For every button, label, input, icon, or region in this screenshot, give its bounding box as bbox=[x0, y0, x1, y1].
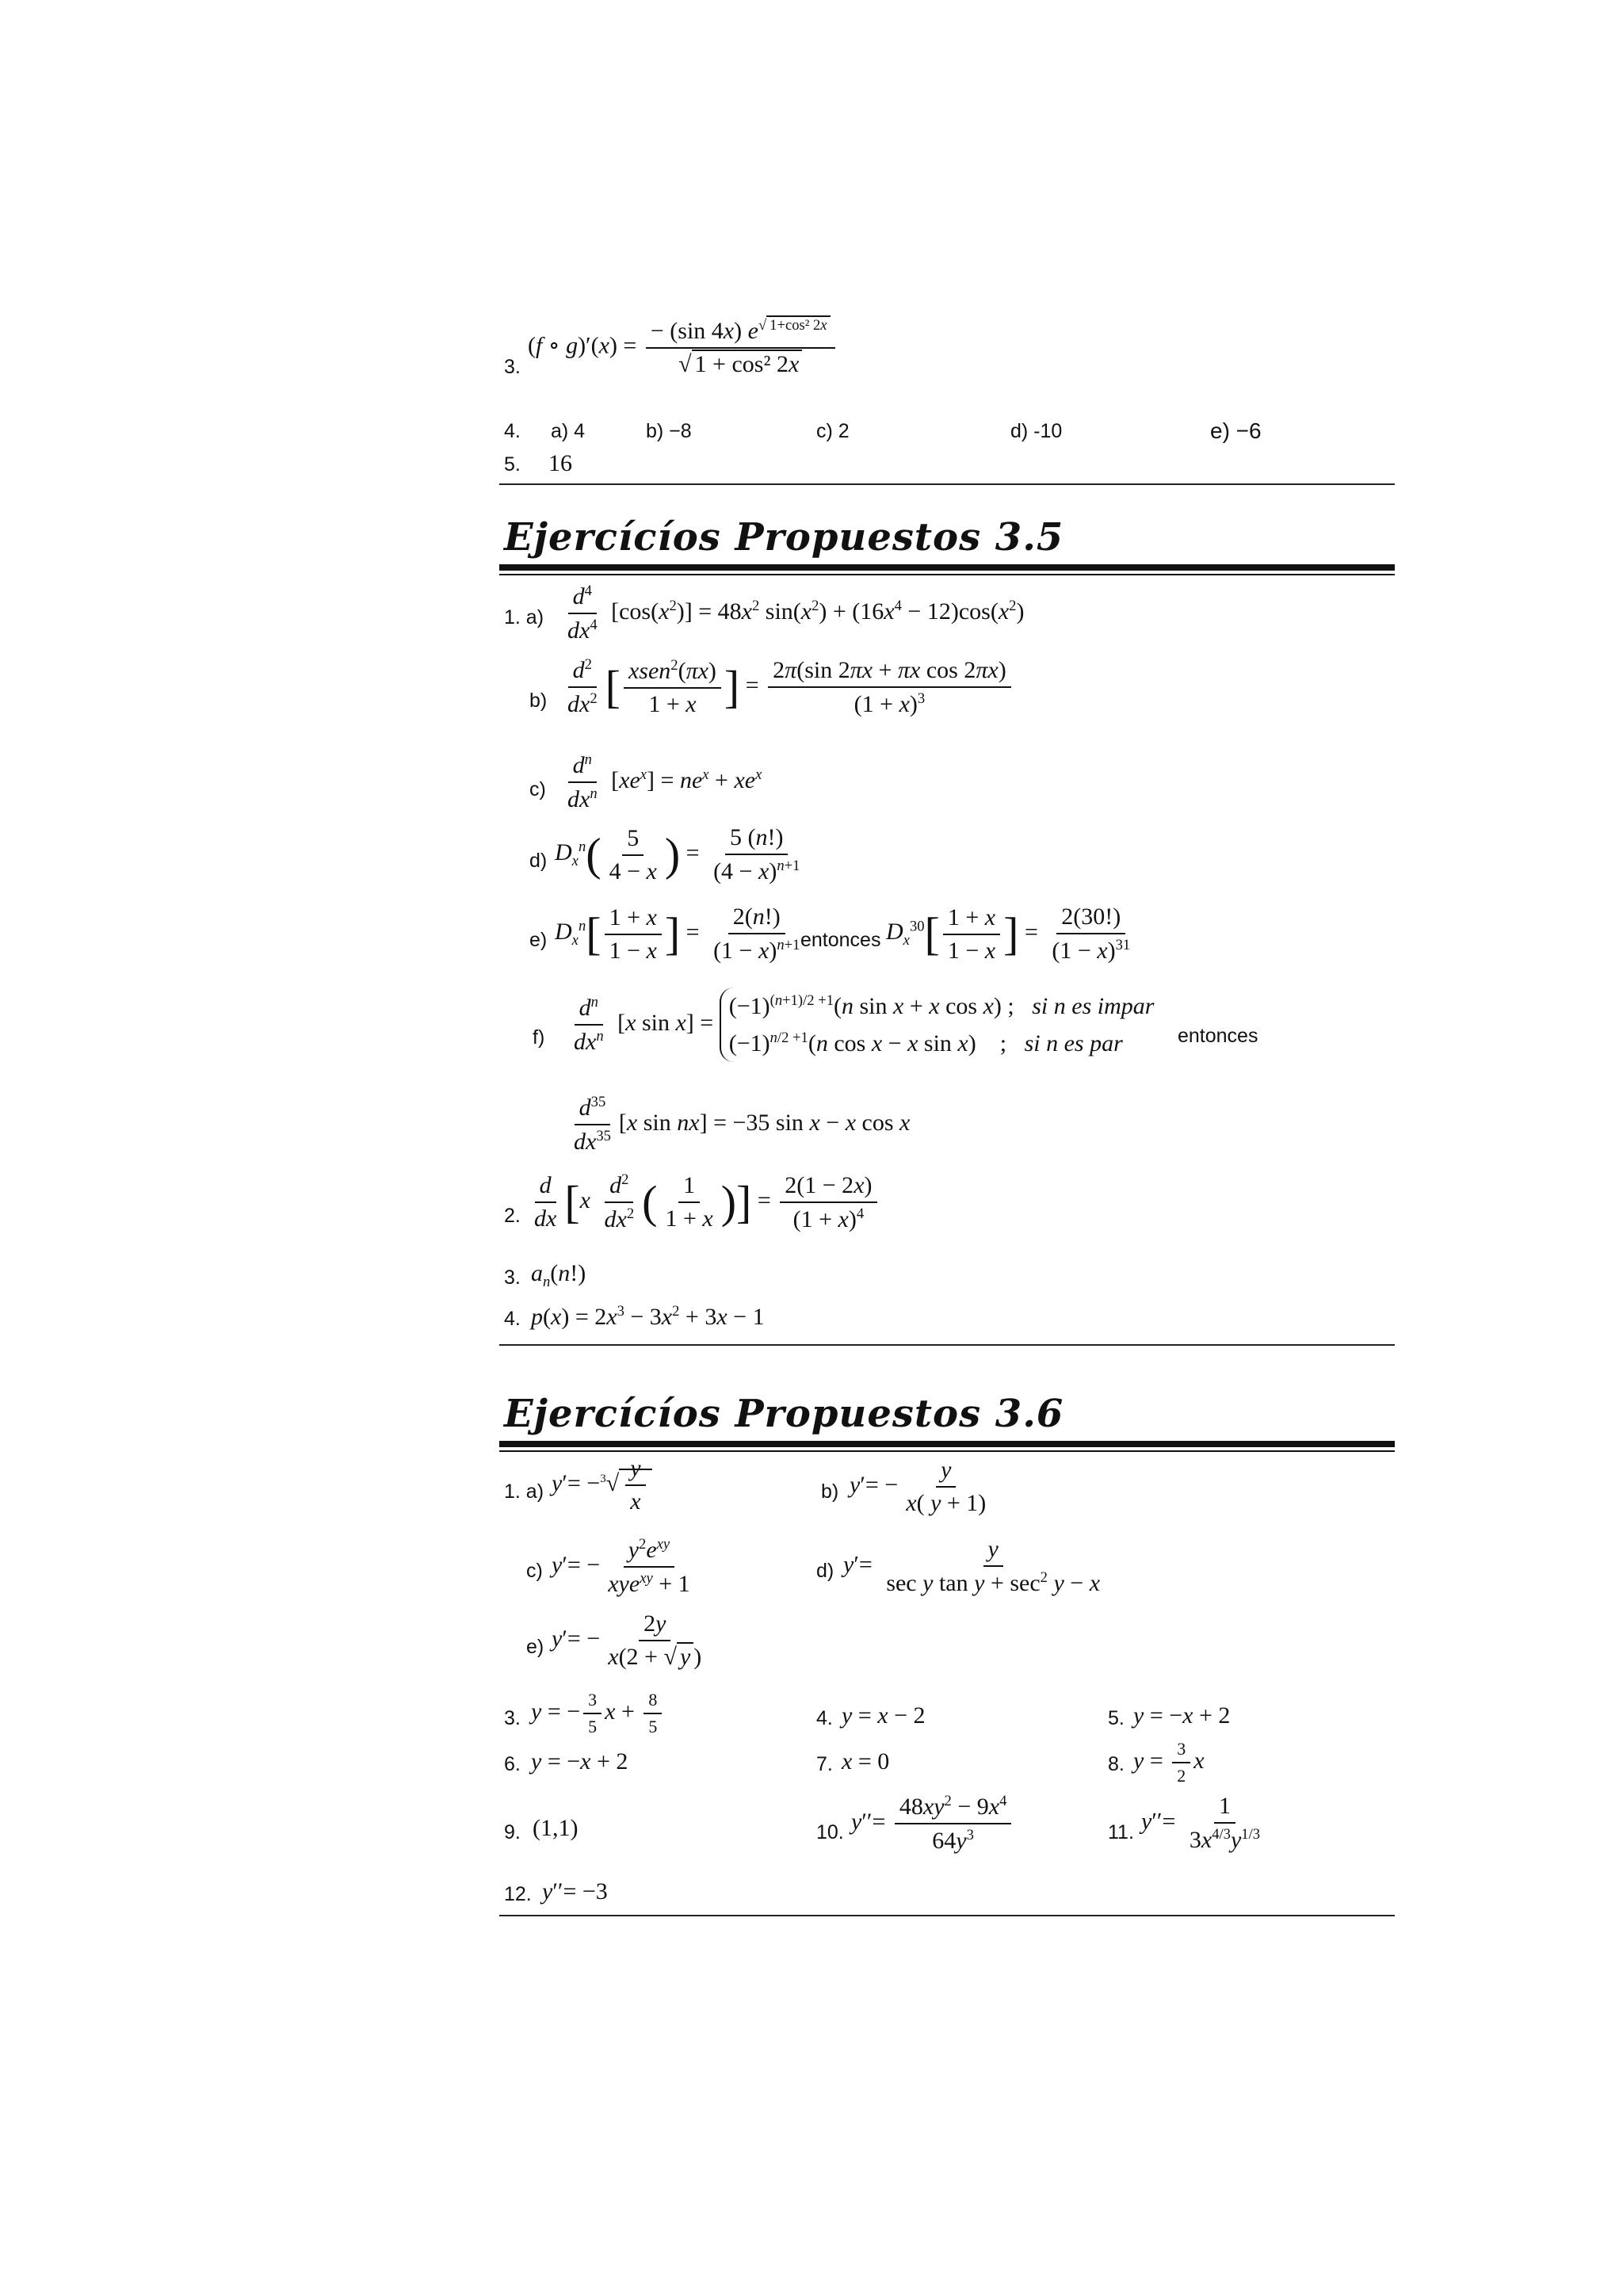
item-label: 3. bbox=[504, 1266, 521, 1289]
answer-option: c) 2 bbox=[816, 420, 850, 442]
item-label: b) bbox=[529, 690, 548, 712]
item-label: 4. bbox=[504, 1308, 521, 1330]
answer-option: d) -10 bbox=[1010, 420, 1063, 442]
item-label: c) bbox=[529, 778, 546, 800]
math-36-3: y = − $\frac{3}{5}$ x + $\frac{8}{5}$ bbox=[531, 1690, 665, 1737]
item-label: e) bbox=[529, 929, 548, 951]
section-heading: Ejercícíos Propuestos 3.5 bbox=[504, 515, 1064, 560]
heading-rule bbox=[499, 1450, 1395, 1452]
section-heading: Ejercícíos Propuestos 3.6 bbox=[504, 1392, 1064, 1436]
math-eq-1d: $D_x^n$( $\frac{5}{4 - x}$ ) = $\frac{5 (n!)}{(4 - x)^{n+1}}$ bbox=[555, 824, 800, 884]
math-eq-1b: $\frac{d^2}{dx^2}$ [ $\frac{xsen^2(\pi x)}{1 + x}$ ] = $\frac{\text{2π(sin 2πx + πx cos 2πx)}}{(1 + x)^3}$ bbox=[559, 656, 1014, 718]
item-label: 3. bbox=[504, 1707, 521, 1729]
item-label: d) bbox=[529, 850, 548, 872]
item-label: 2. bbox=[504, 1205, 521, 1227]
math-36-1e: y′= − $\frac{2y}{x(2 + √ y )}$ bbox=[552, 1610, 702, 1670]
math-eq-1f-result: $\frac{d^{35}}{dx^{35}}$ [x sin nx] = −35 sin x − x cos x bbox=[574, 1094, 911, 1155]
item-label: 4. bbox=[816, 1707, 833, 1729]
math-36-6: y = −x + 2 bbox=[531, 1748, 628, 1775]
item-label: d) bbox=[816, 1560, 834, 1582]
math-36-1c: y′= − $\frac{y^2e^{xy}}{xye^{xy} + 1}$ bbox=[552, 1536, 690, 1597]
item-label: 3. bbox=[504, 356, 521, 378]
item-label: e) bbox=[526, 1636, 544, 1658]
item-label: 7. bbox=[816, 1753, 833, 1775]
divider bbox=[499, 1915, 1395, 1916]
math-36-11: y′′= $\frac{1}{3x^{4/3}y^{1/3}}$ bbox=[1141, 1793, 1261, 1853]
item-label: 5. bbox=[504, 453, 521, 476]
answer-value: 16 bbox=[548, 450, 572, 476]
math-36-5: y = −x + 2 bbox=[1133, 1702, 1231, 1729]
math-36-10: y′′= $\frac{48xy^2 - 9x^4}{64y^3}$ bbox=[851, 1793, 1014, 1855]
math-36-12: y′′= −3 bbox=[542, 1878, 608, 1904]
answer-option: a) 4 bbox=[551, 420, 586, 442]
item-label: 1. a) bbox=[504, 606, 544, 628]
math-eq-1e-result: $D_x^{30}$[ $\frac{1 + x}{1 - x}$ ] = $\frac{2(30!)}{(1 - x)^{31}}$ bbox=[886, 904, 1131, 964]
item-label: 5. bbox=[1108, 1707, 1125, 1729]
item-label: 9. bbox=[504, 1821, 521, 1843]
math-eq-1f: $\frac{d^n}{dx^n}$ [x sin x] = $(-1)^{(n+1)/2 +1}(n$ sin x + x cos x) ; si n es impar $(-1)^{n/2 +1}(n$ cos x − x sin x) ; si n es par bbox=[566, 988, 1154, 1062]
item-label: 8. bbox=[1108, 1753, 1125, 1775]
item-label: 6. bbox=[504, 1753, 521, 1775]
item-label: 1. a) bbox=[504, 1480, 544, 1503]
math-eq-2: $\frac{d}{dx}$ [x $\frac{d^2}{dx^2}$ ( $\frac{1}{1 + x}$ )] = $\frac{2(1 - 2x)}{(1 + x)^4}$ bbox=[526, 1171, 880, 1233]
item-label: b) bbox=[821, 1480, 839, 1503]
heading-rule bbox=[499, 574, 1395, 575]
answer-option: b) −8 bbox=[646, 420, 692, 442]
math-eq-1a: $\frac{d^4}{dx^4}$ $[\cos(x^2)] = 48x^2$ $\sin(x^2) + (16x^4 - 12)\cos(x^2)$ bbox=[567, 583, 1025, 644]
item-label: 12. bbox=[504, 1883, 532, 1905]
divider bbox=[499, 483, 1395, 485]
connector-text: entonces bbox=[1178, 1025, 1258, 1047]
math-36-9: (1,1) bbox=[533, 1815, 579, 1841]
item-label: c) bbox=[526, 1560, 543, 1582]
heading-rule bbox=[499, 564, 1395, 571]
math-36-1a: y′= −$^3$√ $\frac{y}{x}$ bbox=[552, 1455, 652, 1515]
item-label: 10. bbox=[816, 1821, 844, 1843]
divider bbox=[499, 1344, 1395, 1346]
answer-option: e) −6 bbox=[1210, 418, 1262, 443]
item-label: 4. bbox=[504, 420, 521, 442]
math-36-8: y = $\frac{3}{2}$ x bbox=[1133, 1739, 1205, 1786]
math-eq-3: $a_n(n!)$ bbox=[531, 1260, 586, 1290]
math-eq-1e: $D_x^n$[ $\frac{1 + x}{1 - x}$ ] = $\frac{2(n!)}{(1 - x)^{n+1}}$ bbox=[555, 904, 800, 964]
math-36-1b: y′= − $\frac{y}{x( y + 1)}$ bbox=[850, 1457, 987, 1516]
math-eq-1c: $\frac{d^n}{dx^n}$ $[xe^x] = ne^x + xe^x$ bbox=[567, 751, 762, 812]
math-36-7: x = 0 bbox=[842, 1748, 890, 1775]
math-36-1d: y′= $\frac{y}{\sec y \tan y + \sec^2 y - x}$ bbox=[843, 1536, 1101, 1596]
heading-rule bbox=[499, 1441, 1395, 1447]
connector-text: entonces bbox=[800, 929, 881, 951]
math-fog-derivative: (f ∘ g)′(x) = $\frac{- (\sin 4x) e^{√ 1+cos^2 2x}}{\text{√ 1 + cos² 2x}}$ bbox=[528, 317, 838, 378]
math-36-4: y = x − 2 bbox=[842, 1702, 926, 1729]
math-eq-4: $p(x) = 2x^3 - 3x^2 + 3x - 1$ bbox=[531, 1303, 765, 1330]
item-label: f) bbox=[533, 1026, 545, 1049]
item-label: 11. bbox=[1108, 1821, 1134, 1843]
